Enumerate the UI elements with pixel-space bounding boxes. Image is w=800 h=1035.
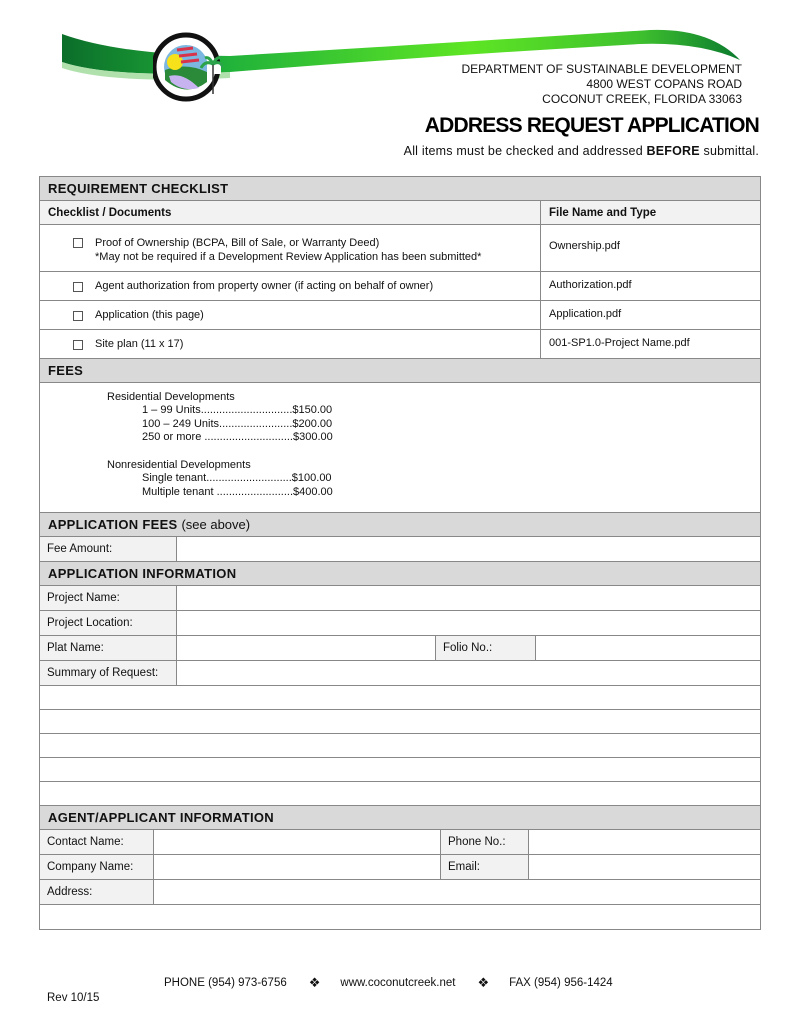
checkbox-agent-authorization[interactable] [73, 282, 83, 292]
page-title: ADDRESS REQUEST APPLICATION [424, 114, 759, 137]
address-field[interactable] [154, 880, 760, 904]
diamond-separator-icon: ❖ [308, 975, 321, 990]
checklist-item-label: Application (this page) [95, 309, 204, 321]
department-address-block [462, 62, 743, 107]
summary-continuation-line[interactable] [40, 686, 760, 710]
summary-row [40, 661, 760, 686]
checklist-column-headers [40, 201, 760, 225]
section-header-agent-applicant: AGENT/APPLICANT INFORMATION [40, 806, 760, 830]
plat-name-field[interactable] [177, 636, 436, 660]
address-continuation-line[interactable] [40, 905, 760, 929]
footer-phone: PHONE (954) 973-6756 [164, 977, 287, 989]
file-name-cell[interactable]: 001-SP1.0-Project Name.pdf [549, 337, 690, 349]
fee-schedule [40, 383, 760, 513]
street-address: 4800 WEST COPANS ROAD [586, 77, 742, 91]
summary-continuation-line[interactable] [40, 782, 760, 806]
company-name-label: Company Name: [40, 855, 154, 879]
section-header-application-fees: APPLICATION FEES (see above) [40, 513, 760, 537]
checklist-item-note: *May not be required if a Development Review Application has been submitted* [95, 251, 482, 263]
project-location-field[interactable] [177, 611, 760, 635]
section-header-requirement-checklist: REQUIREMENT CHECKLIST [40, 177, 760, 201]
file-name-cell[interactable]: Authorization.pdf [549, 279, 632, 291]
checkbox-application[interactable] [73, 311, 83, 321]
email-field[interactable] [529, 855, 760, 879]
project-location-row [40, 611, 760, 636]
application-form-table [39, 512, 761, 930]
contact-name-field[interactable] [154, 830, 441, 854]
fee-line: 1 – 99 Units..............................$150.00 [142, 404, 333, 416]
checkbox-site-plan[interactable] [73, 340, 83, 350]
checklist-item-label: Site plan (11 x 17) [95, 338, 184, 350]
fee-amount-row [40, 537, 760, 562]
fee-amount-field[interactable] [177, 537, 760, 561]
checklist-row [40, 272, 760, 301]
fee-line: Multiple tenant .........................$400.00 [142, 485, 333, 498]
plat-name-label: Plat Name: [40, 636, 177, 660]
fee-line: 100 – 249 Units........................$200.00 [142, 417, 333, 430]
fee-amount-label: Fee Amount: [40, 537, 177, 561]
contact-phone-row [40, 830, 760, 855]
checkbox-proof-of-ownership[interactable] [73, 238, 83, 248]
section-header-fees: FEES [40, 359, 760, 383]
fee-line: 250 or more .............................$300.00 [142, 431, 333, 443]
page-subtitle: All items must be checked and addressed BEFORE submittal. [403, 144, 759, 158]
section-header-application-information: APPLICATION INFORMATION [40, 562, 760, 586]
file-name-cell[interactable]: Ownership.pdf [549, 240, 620, 252]
address-row [40, 880, 760, 905]
footer-website-link[interactable]: www.coconutcreek.net [340, 977, 456, 989]
company-email-row [40, 855, 760, 880]
phone-label: Phone No.: [441, 830, 529, 854]
requirement-checklist-table [39, 176, 761, 514]
email-label: Email: [441, 855, 529, 879]
checklist-item-label: Agent authorization from property owner (if acting on behalf of owner) [95, 280, 434, 292]
phone-field[interactable] [529, 830, 760, 854]
column-header-file: File Name and Type [549, 207, 657, 219]
project-name-field[interactable] [177, 586, 760, 610]
plat-folio-row [40, 636, 760, 661]
column-header-documents: Checklist / Documents [40, 201, 541, 224]
contact-name-label: Contact Name: [40, 830, 154, 854]
revision-label: Rev 10/15 [47, 992, 100, 1004]
city-state-zip: COCONUT CREEK, FLORIDA 33063 [542, 92, 742, 106]
fee-group-residential: Residential Developments 1 – 99 Units..............................$150.00 100 – 249 Units........................$200.00 250 or more .............................$300.00 [107, 391, 333, 443]
file-name-cell[interactable]: Application.pdf [549, 308, 622, 320]
summary-continuation-line[interactable] [40, 710, 760, 734]
summary-label: Summary of Request: [40, 661, 177, 685]
footer-fax: FAX (954) 956-1424 [509, 977, 613, 989]
checklist-item-label: Proof of Ownership (BCPA, Bill of Sale, or Warranty Deed) [95, 237, 380, 249]
project-name-label: Project Name: [40, 586, 177, 610]
checklist-row [40, 225, 760, 272]
project-name-row [40, 586, 760, 611]
address-label: Address: [40, 880, 154, 904]
project-location-label: Project Location: [40, 611, 177, 635]
footer-contact [164, 975, 613, 991]
company-name-field[interactable] [154, 855, 441, 879]
folio-field[interactable] [536, 636, 760, 660]
summary-continuation-line[interactable] [40, 734, 760, 758]
diamond-separator-icon: ❖ [477, 975, 490, 990]
checklist-row [40, 301, 760, 330]
summary-field[interactable] [177, 661, 760, 685]
checklist-row [40, 330, 760, 359]
fee-group-nonresidential: Nonresidential Developments Single tenant............................$100.00 Multiple tenant .........................$400.00 [107, 459, 333, 498]
fee-line: Single tenant............................$100.00 [142, 472, 332, 484]
city-seal-logo [153, 32, 223, 102]
department-name: DEPARTMENT OF SUSTAINABLE DEVELOPMENT [461, 62, 742, 76]
folio-label: Folio No.: [436, 636, 536, 660]
summary-continuation-line[interactable] [40, 758, 760, 782]
